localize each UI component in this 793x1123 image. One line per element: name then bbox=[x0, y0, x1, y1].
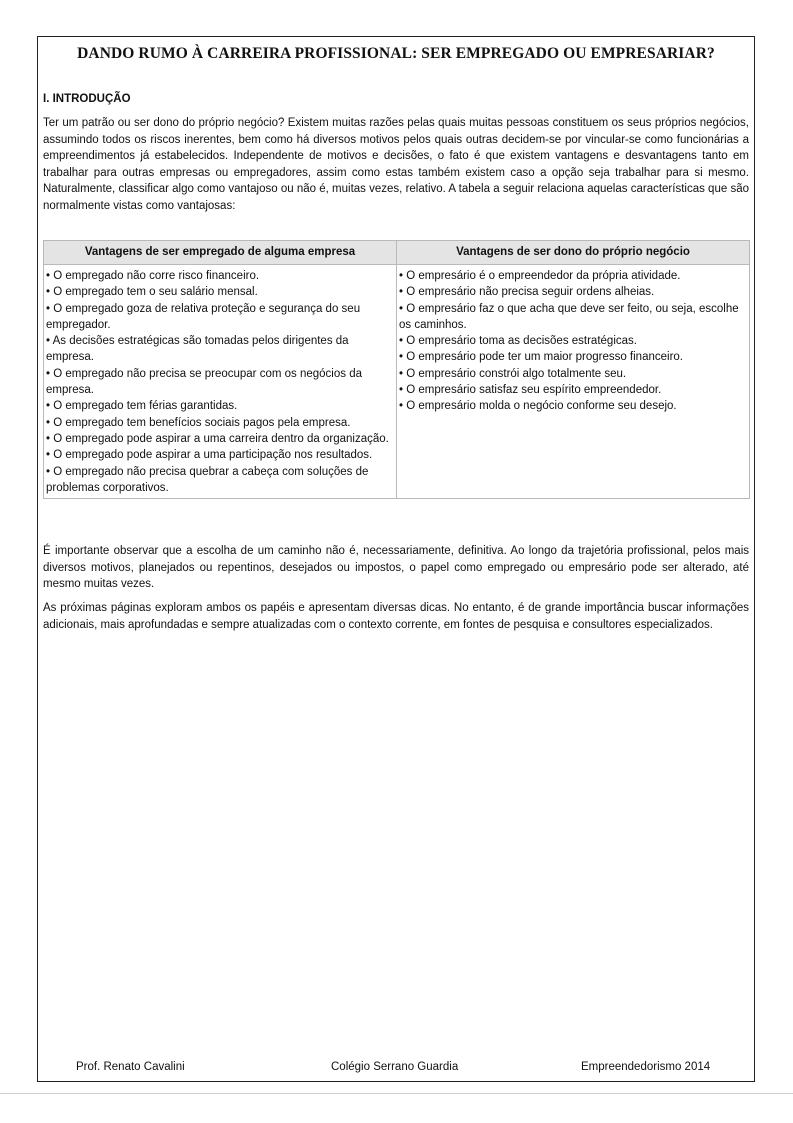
list-item: • O empresário molda o negócio conforme seu desejo. bbox=[399, 400, 677, 413]
list-item: • O empresário faz o que acha que deve ser feito, ou seja, escolhe os caminhos. bbox=[399, 302, 739, 331]
footer-author: Prof. Renato Cavalini bbox=[76, 1061, 185, 1073]
list-item: • O empresário constrói algo totalmente seu. bbox=[399, 367, 627, 380]
employee-column-header: Vantagens de ser empregado de alguma empresa bbox=[44, 241, 397, 265]
table-row bbox=[44, 265, 750, 499]
section-heading: I. INTRODUÇÃO bbox=[43, 93, 131, 105]
table-header-row bbox=[44, 241, 750, 265]
list-item: • O empregado pode aspirar a uma carreira dentro da organização. bbox=[46, 432, 389, 445]
list-item: • O empresário não precisa seguir ordens alheias. bbox=[399, 286, 655, 299]
footer-school: Colégio Serrano Guardia bbox=[331, 1061, 459, 1073]
list-item: • O empregado tem o seu salário mensal. bbox=[46, 286, 258, 299]
page-frame bbox=[37, 36, 755, 1082]
list-item: • O empregado não precisa se preocupar com os negócios da empresa. bbox=[46, 367, 362, 397]
list-item: • O empregado pode aspirar a uma participação nos resultados. bbox=[46, 449, 373, 462]
list-item: • O empresário pode ter um maior progresso financeiro. bbox=[399, 351, 683, 364]
list-item: • O empregado goza de relativa proteção e segurança do seu empregador. bbox=[46, 302, 361, 331]
list-item: • O empresário satisfaz seu espírito empreendedor. bbox=[399, 384, 662, 397]
intro-paragraph: Ter um patrão ou ser dono do próprio negócio? Existem muitas razões pelas quais muitas pessoas constituem os seus próprios negócios, assumindo todos os riscos inerentes, bem como há diversos motivos pelos quais outras decidem-se por vincular-se como funcionárias a empreendimentos já estabelecidos. Independente de motivos e decisões, o fato é que existem vantagens e desvantagens tanto em trabalhar para outras empresas ou empregadores, assim como estas também existem caso a opção seja trabalhar para si mesmo. Naturalmente, classificar algo como vantajoso ou não é, muitas vezes, relativo. A tabela a seguir relaciona aquelas características que são normalmente vistas como vantajosas: bbox=[43, 117, 749, 212]
list-item: • O empregado não precisa quebrar a cabeça com soluções de problemas corporativos. bbox=[46, 465, 369, 494]
owner-advantages-cell bbox=[397, 265, 750, 499]
bottom-divider bbox=[0, 1093, 793, 1094]
owner-column-header: Vantagens de ser dono do próprio negócio bbox=[397, 241, 750, 265]
list-item: • O empresário toma as decisões estratégicas. bbox=[399, 335, 637, 348]
list-item: • O empregado não corre risco financeiro. bbox=[46, 270, 260, 282]
list-item: • O empregado tem férias garantidas. bbox=[46, 400, 238, 413]
list-item: • O empregado tem benefícios sociais pagos pela empresa. bbox=[46, 416, 351, 429]
advantages-table bbox=[43, 240, 750, 499]
observation-paragraph: É importante observar que a escolha de um caminho não é, necessariamente, definitiva. Ao longo da trajetória profissional, pelos mais diversos motivos, planejados ou repentinos, desejados ou impostos, o papel como empregado ou empresário pode ser alterado, até mesmo muitas vezes. bbox=[43, 545, 749, 591]
document-title: DANDO RUMO À CARREIRA PROFISSIONAL: SER EMPREGADO OU EMPRESARIAR? bbox=[77, 45, 715, 62]
footer-course: Empreendedorismo 2014 bbox=[581, 1061, 711, 1073]
employee-advantages-cell bbox=[44, 265, 397, 499]
list-item: • O empresário é o empreendedor da própria atividade. bbox=[399, 270, 681, 282]
list-item: • As decisões estratégicas são tomadas pelos dirigentes da empresa. bbox=[46, 335, 349, 364]
closing-paragraph: As próximas páginas exploram ambos os papéis e apresentam diversas dicas. No entanto, é de grande importância buscar informações adicionais, mais aprofundadas e sempre atualizadas com o contexto corrente, em fontes de pesquisa e consultores especializados. bbox=[43, 602, 749, 631]
